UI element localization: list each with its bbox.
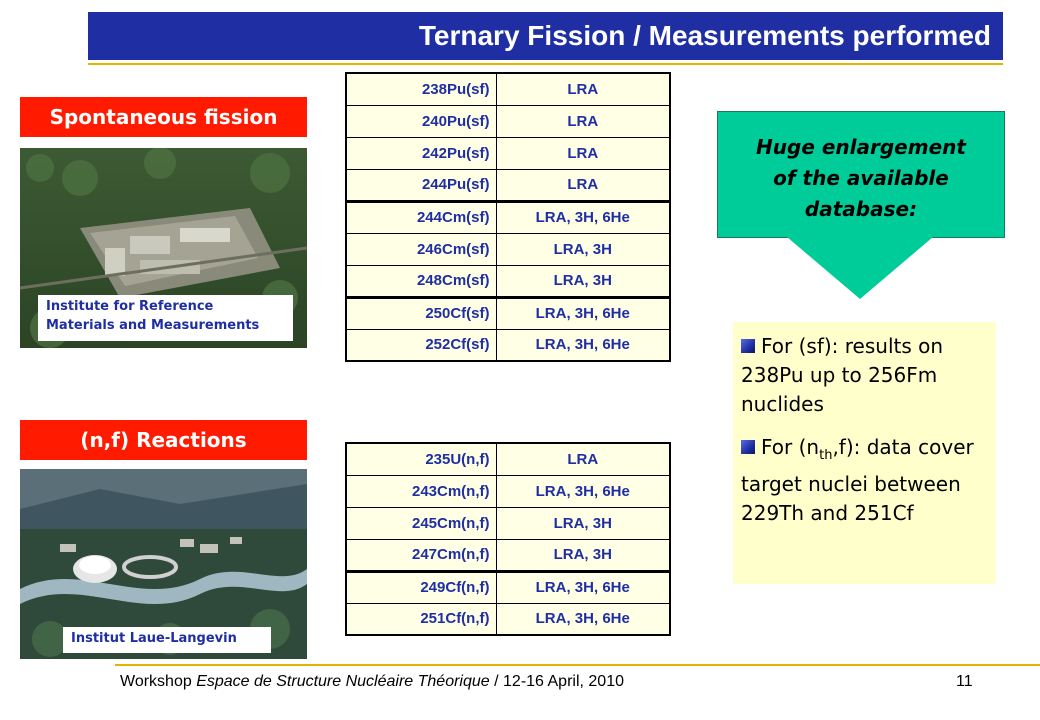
nuclide-cell: 248Cm(sf) — [346, 265, 496, 297]
products-cell: LRA, 3H — [496, 265, 670, 297]
nuclide-cell: 238Pu(sf) — [346, 73, 496, 105]
spontaneous-fission-label: Spontaneous fission — [20, 97, 307, 137]
nf-table — [345, 442, 671, 636]
notes-box — [733, 322, 996, 584]
square-bullet-icon — [741, 339, 755, 353]
callout-line-3: database: — [804, 197, 918, 221]
down-arrow-icon — [787, 237, 933, 299]
table-row — [346, 329, 670, 361]
table-row — [346, 265, 670, 297]
table-row — [346, 507, 670, 539]
table-row — [346, 169, 670, 201]
slide-title: Ternary Fission / Measurements performed — [88, 12, 1003, 60]
nuclide-cell: 243Cm(n,f) — [346, 475, 496, 507]
sf-table — [345, 72, 671, 362]
table-row — [346, 297, 670, 329]
nuclide-cell: 245Cm(n,f) — [346, 507, 496, 539]
nf-reactions-label: (n,f) Reactions — [20, 420, 307, 460]
table-row — [346, 571, 670, 603]
products-cell: LRA, 3H — [496, 539, 670, 571]
nuclide-cell: 249Cf(n,f) — [346, 571, 496, 603]
products-cell: LRA, 3H, 6He — [496, 475, 670, 507]
nuclide-cell: 240Pu(sf) — [346, 105, 496, 137]
table-row — [346, 603, 670, 635]
footer-workshop-name: Espace de Structure Nucléaire Théorique — [196, 673, 490, 690]
nuclide-cell: 250Cf(sf) — [346, 297, 496, 329]
ill-caption: Institut Laue-Langevin — [63, 627, 271, 653]
products-cell: LRA, 3H, 6He — [496, 329, 670, 361]
irmm-caption: Institute for Reference Materials and Measurements — [38, 295, 293, 341]
products-cell: LRA, 3H, 6He — [496, 201, 670, 233]
products-cell: LRA — [496, 169, 670, 201]
products-cell: LRA, 3H, 6He — [496, 297, 670, 329]
table-row — [346, 105, 670, 137]
nuclide-cell: 235U(n,f) — [346, 443, 496, 475]
callout-line-2: of the available — [773, 166, 949, 190]
title-underline — [88, 63, 1003, 65]
footer-divider — [115, 664, 1040, 666]
table-row — [346, 539, 670, 571]
footer-date: / 12-16 April, 2010 — [489, 673, 624, 690]
nuclide-cell: 246Cm(sf) — [346, 233, 496, 265]
nuclide-cell: 247Cm(n,f) — [346, 539, 496, 571]
products-cell: LRA — [496, 443, 670, 475]
footer-prefix: Workshop — [120, 673, 197, 690]
table-row — [346, 73, 670, 105]
footer-text — [120, 673, 624, 691]
products-cell: LRA — [496, 73, 670, 105]
table-row — [346, 201, 670, 233]
page-number: 11 — [956, 673, 973, 690]
table-row — [346, 233, 670, 265]
note-sf — [741, 332, 988, 419]
nuclide-cell: 242Pu(sf) — [346, 137, 496, 169]
products-cell: LRA, 3H, 6He — [496, 603, 670, 635]
products-cell: LRA, 3H, 6He — [496, 571, 670, 603]
note-sf-text: For (sf): results on 238Pu up to 256Fm nuclides — [741, 334, 944, 416]
nuclide-cell: 252Cf(sf) — [346, 329, 496, 361]
nuclide-cell: 244Pu(sf) — [346, 169, 496, 201]
note-nf-subscript: th — [819, 448, 833, 463]
products-cell: LRA — [496, 137, 670, 169]
table-row — [346, 475, 670, 507]
note-nf — [741, 433, 988, 528]
table-row — [346, 137, 670, 169]
callout-box — [717, 111, 1005, 238]
callout-line-1: Huge enlargement — [756, 135, 966, 159]
products-cell: LRA, 3H — [496, 507, 670, 539]
nuclide-cell: 251Cf(n,f) — [346, 603, 496, 635]
products-cell: LRA, 3H — [496, 233, 670, 265]
square-bullet-icon — [741, 440, 755, 454]
nuclide-cell: 244Cm(sf) — [346, 201, 496, 233]
table-row — [346, 443, 670, 475]
products-cell: LRA — [496, 105, 670, 137]
note-nf-pre: For (n — [761, 435, 820, 459]
note-nf-post: ,f): data cover target nuclei between 229Th and 251Cf — [741, 435, 974, 525]
